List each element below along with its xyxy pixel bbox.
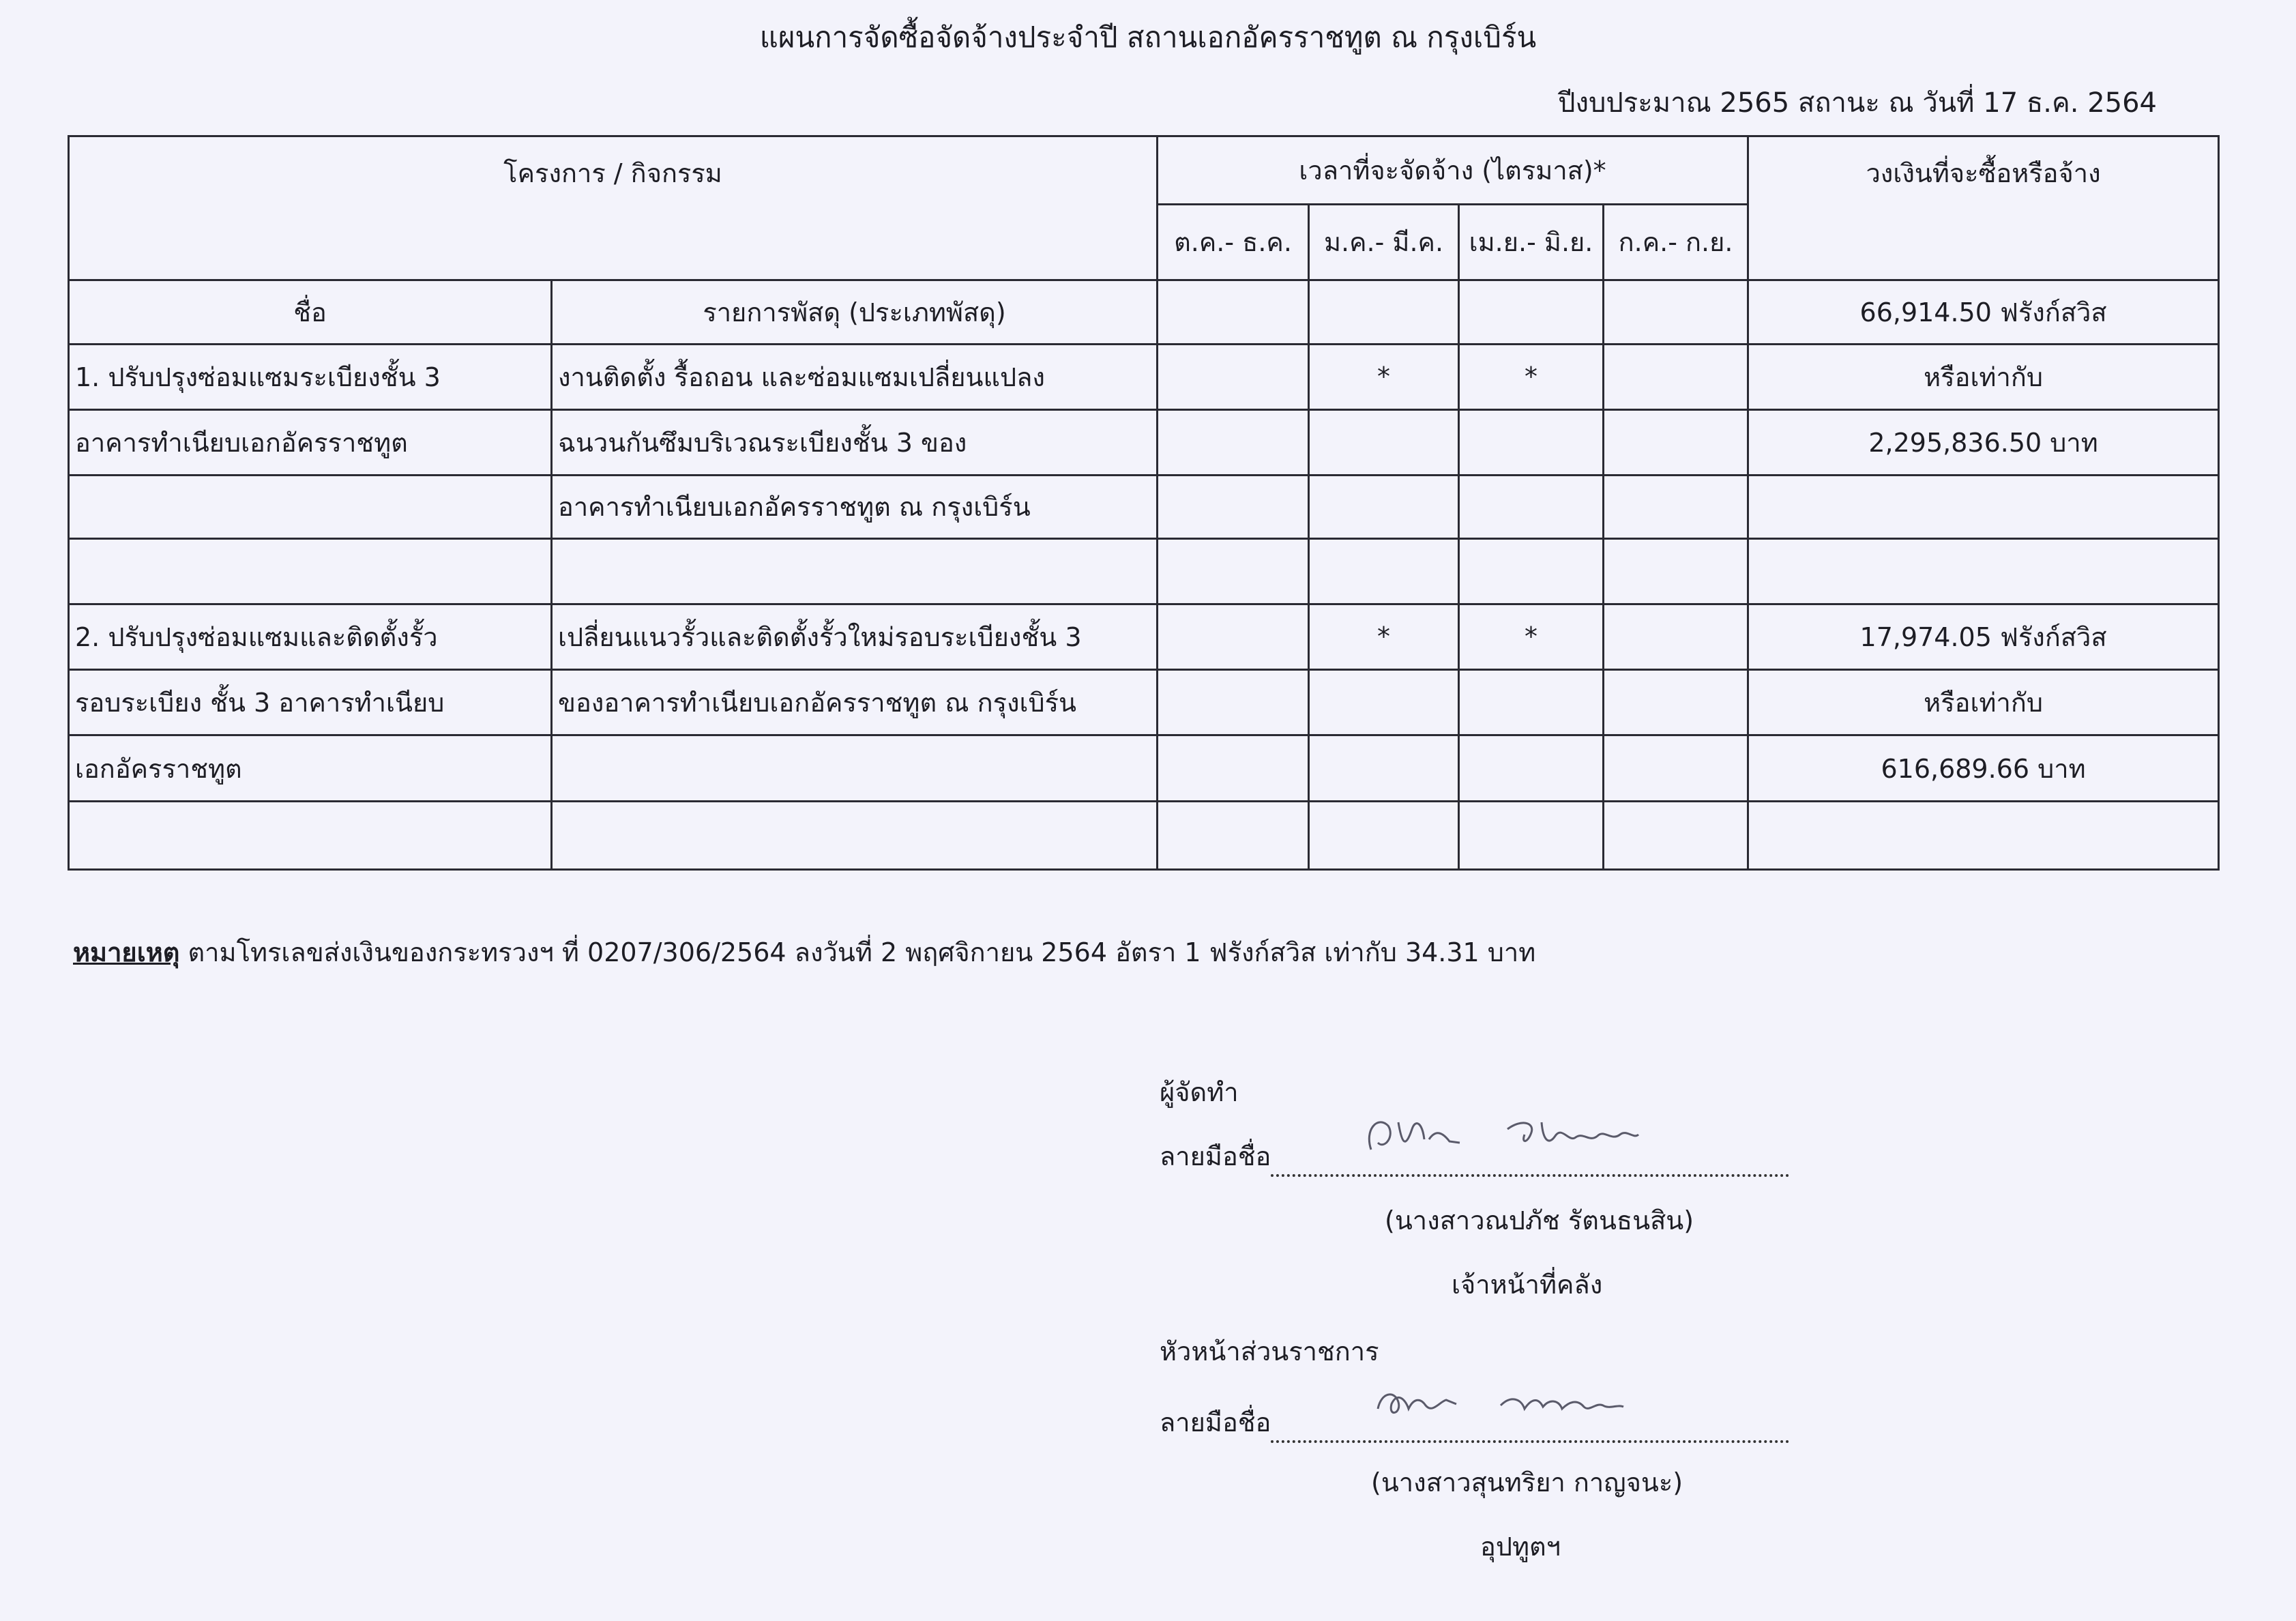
quarter-cell xyxy=(1158,410,1309,476)
project-name-cell xyxy=(69,476,552,538)
quarter-cell xyxy=(1604,801,1748,869)
item-cell: ของอาคารทำเนียบเอกอัครราชทูต ณ กรุงเบิร์น xyxy=(552,670,1158,735)
header-budget: วงเงินที่จะซื้อหรือจ้าง xyxy=(1748,136,2219,280)
quarter-cell xyxy=(1459,410,1604,476)
fiscal-year-status: ปีงบประมาณ 2565 สถานะ ณ วันที่ 17 ธ.ค. 2564 xyxy=(1558,87,2157,119)
quarter-cell: * xyxy=(1459,344,1604,409)
quarter-cell xyxy=(1309,670,1459,735)
footnote-label: หมายเหตุ xyxy=(73,937,180,967)
preparer-name: (นางสาวณปภัช รัตนธนสิน) xyxy=(1385,1206,1694,1236)
project-name-cell xyxy=(69,538,552,604)
header-name: ชื่อ xyxy=(69,280,552,344)
quarter-cell xyxy=(1459,538,1604,604)
head-title: อุปทูตฯ xyxy=(1480,1532,1561,1562)
table-row xyxy=(69,735,2219,801)
footnote-text: ตามโทรเลขส่งเงินของกระทรวงฯ ที่ 0207/306/2564 ลงวันที่ 2 พฤศจิกายน 2564 อัตรา 1 ฟรังก์สวิส เท่ากับ 34.31 บาท xyxy=(179,937,1536,967)
signature-label: ลายมือชื่อ xyxy=(1160,1141,1271,1171)
quarter-cell xyxy=(1158,280,1309,344)
table-row xyxy=(69,280,2219,344)
table-row xyxy=(69,410,2219,476)
header-quarter-1: ต.ค.- ธ.ค. xyxy=(1158,205,1309,280)
quarter-cell xyxy=(1309,410,1459,476)
quarter-cell xyxy=(1604,604,1748,669)
budget-cell xyxy=(1748,476,2219,538)
header-period: เวลาที่จะจัดจ้าง (ไตรมาส)* xyxy=(1158,136,1748,205)
budget-cell xyxy=(1748,801,2219,869)
table-row xyxy=(69,670,2219,735)
budget-cell: 616,689.66 บาท xyxy=(1748,735,2219,801)
quarter-cell xyxy=(1309,538,1459,604)
budget-cell: หรือเท่ากับ xyxy=(1748,344,2219,409)
header-project: โครงการ / กิจกรรม xyxy=(69,136,1158,280)
preparer-title: เจ้าหน้าที่คลัง xyxy=(1452,1270,1603,1300)
quarter-cell xyxy=(1158,538,1309,604)
header-quarter-2: ม.ค.- มี.ค. xyxy=(1309,205,1459,280)
quarter-cell xyxy=(1158,344,1309,409)
quarter-cell xyxy=(1158,735,1309,801)
head-role: หัวหน้าส่วนราชการ xyxy=(1160,1337,1379,1367)
quarter-cell xyxy=(1604,735,1748,801)
quarter-cell xyxy=(1309,280,1459,344)
header-items: รายการพัสดุ (ประเภทพัสดุ) xyxy=(552,280,1158,344)
item-cell xyxy=(552,801,1158,869)
quarter-cell xyxy=(1604,476,1748,538)
item-cell: เปลี่ยนแนวรั้วและติดตั้งรั้วใหม่รอบระเบียงชั้น 3 xyxy=(552,604,1158,669)
quarter-cell xyxy=(1309,801,1459,869)
head-handwritten-signature xyxy=(1364,1371,1692,1433)
quarter-cell xyxy=(1309,735,1459,801)
preparer-handwritten-signature xyxy=(1357,1102,1726,1170)
table-row xyxy=(69,801,2219,869)
budget-cell: 17,974.05 ฟรังก์สวิส xyxy=(1748,604,2219,669)
quarter-cell xyxy=(1604,538,1748,604)
signature-label: ลายมือชื่อ xyxy=(1160,1407,1271,1437)
quarter-cell xyxy=(1158,801,1309,869)
budget-cell: หรือเท่ากับ xyxy=(1748,670,2219,735)
item-cell: อาคารทำเนียบเอกอัครราชทูต ณ กรุงเบิร์น xyxy=(552,476,1158,538)
item-cell xyxy=(552,538,1158,604)
quarter-cell xyxy=(1459,801,1604,869)
item-cell: งานติดตั้ง รื้อถอน และซ่อมแซมเปลี่ยนแปลง xyxy=(552,344,1158,409)
quarter-cell xyxy=(1604,670,1748,735)
item-cell xyxy=(552,735,1158,801)
table-row xyxy=(69,344,2219,409)
table-row xyxy=(69,476,2219,538)
preparer-role: ผู้จัดทำ xyxy=(1160,1077,1239,1107)
quarter-cell xyxy=(1459,476,1604,538)
project-name-cell xyxy=(69,801,552,869)
head-name: (นางสาวสุนทริยา กาญจนะ) xyxy=(1371,1467,1683,1498)
procurement-plan-table xyxy=(68,135,2220,871)
quarter-cell: * xyxy=(1309,604,1459,669)
quarter-cell xyxy=(1604,280,1748,344)
project-name-cell: 1. ปรับปรุงซ่อมแซมระเบียงชั้น 3 xyxy=(69,344,552,409)
quarter-cell xyxy=(1459,280,1604,344)
quarter-cell xyxy=(1158,604,1309,669)
budget-cell xyxy=(1748,538,2219,604)
project-name-cell: รอบระเบียง ชั้น 3 อาคารทำเนียบ xyxy=(69,670,552,735)
quarter-cell xyxy=(1459,735,1604,801)
footnote xyxy=(73,931,1535,973)
table-row xyxy=(69,604,2219,669)
quarter-cell xyxy=(1604,410,1748,476)
project-name-cell: 2. ปรับปรุงซ่อมแซมและติดตั้งรั้ว xyxy=(69,604,552,669)
quarter-cell xyxy=(1604,344,1748,409)
header-quarter-4: ก.ค.- ก.ย. xyxy=(1604,205,1748,280)
table-row xyxy=(69,538,2219,604)
quarter-cell: * xyxy=(1309,344,1459,409)
quarter-cell xyxy=(1158,476,1309,538)
item-cell: ฉนวนกันซึมบริเวณระเบียงชั้น 3 ของ xyxy=(552,410,1158,476)
project-name-cell: เอกอัครราชทูต xyxy=(69,735,552,801)
budget-cell: 66,914.50 ฟรังก์สวิส xyxy=(1748,280,2219,344)
quarter-cell: * xyxy=(1459,604,1604,669)
header-quarter-3: เม.ย.- มิ.ย. xyxy=(1459,205,1604,280)
document-title: แผนการจัดซื้อจัดจ้างประจำปี สถานเอกอัครราชทูต ณ กรุงเบิร์น xyxy=(759,20,1537,54)
quarter-cell xyxy=(1459,670,1604,735)
quarter-cell xyxy=(1158,670,1309,735)
quarter-cell xyxy=(1309,476,1459,538)
project-name-cell: อาคารทำเนียบเอกอัครราชทูต xyxy=(69,410,552,476)
budget-cell: 2,295,836.50 บาท xyxy=(1748,410,2219,476)
